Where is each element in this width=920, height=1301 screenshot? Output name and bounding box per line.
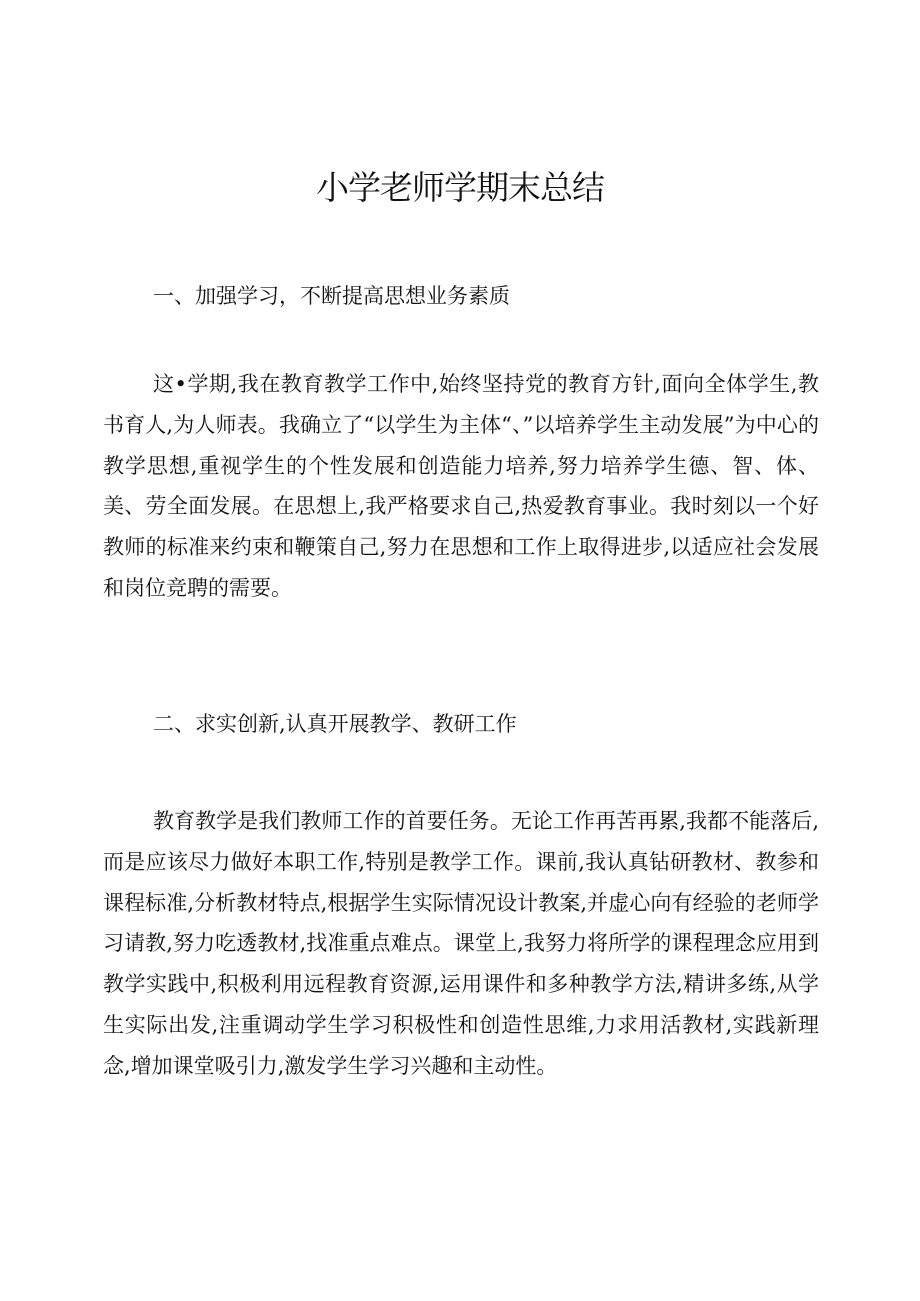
- section-body-2: 教育教学是我们教师工作的首要任务。无论工作再苦再累,我都不能落后,而是应该尽力做好本职工作,特别是教学工作。课前,我认真钻研教材、教参和课程标准,分析教材特点,根据学生实际情况设计教案,并虚心向有经验的老师学习请教,努力吃透教材,找准重点难点。课堂上,我努力将所学的课程理念应用到教学实践中,积极利用远程教育资源,运用课件和多种教学方法,精讲多练,从学生实际出发,注重调动学生学习积极性和创造性思维,力求用活教材,实践新理念,增加课堂吸引力,激发学生学习兴趣和主动性。: [103, 809, 819, 1078]
- document-title: 小学老师学期末总结: [316, 168, 604, 207]
- section-body-1: 这•学期,我在教育教学工作中,始终坚持党的教育方针,面向全体学生,教书育人,为人师表。我确立了“以学生为主体“、”以培养学生主动发展”为中心的教学思想,重视学生的个性发展和创造能力培养,努力培养学生德、智、体、美、劳全面发展。在思想上,我严格要求自己,热爱教育事业。我时刻以一个好教师的标准来约束和鞭策自己,努力在思想和工作上取得进步,以适应社会发展和岗位竞聘的需要。: [103, 372, 819, 600]
- section-heading-2: 二、求实创新,认真开展教学、教研工作: [153, 712, 517, 736]
- section-heading-1: 一、加强学习，不断提高思想业务素质: [153, 284, 510, 308]
